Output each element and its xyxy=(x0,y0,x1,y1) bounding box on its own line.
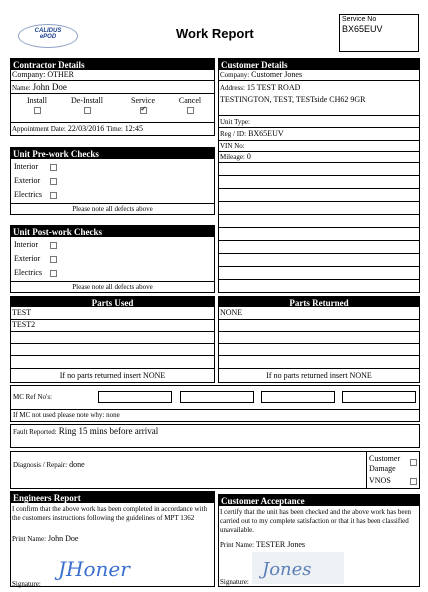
logo-line1: CALIDUS xyxy=(34,28,62,34)
check-label: Interior xyxy=(14,240,38,249)
vnos-label: VNOS xyxy=(369,476,391,485)
postwork-exterior-checkbox[interactable] xyxy=(50,256,57,263)
postwork-note: Please note all defects above xyxy=(72,283,153,291)
customer-damage-flag[interactable] xyxy=(369,454,419,474)
vnos-flag[interactable] xyxy=(369,476,419,485)
customer-company-label: Company: xyxy=(220,71,250,79)
work-type-label: De-Install xyxy=(71,96,103,105)
install-checkbox[interactable] xyxy=(34,107,41,114)
check-label: Exterior xyxy=(14,176,41,185)
parts-returned-heading: Parts Returned xyxy=(219,297,419,307)
divider xyxy=(218,127,420,128)
check-label: Electrics xyxy=(14,268,42,277)
service-number-box xyxy=(339,14,419,52)
work-type-install[interactable] xyxy=(22,96,52,114)
postwork-electrics[interactable] xyxy=(14,268,57,277)
appointment-time-value: 12:45 xyxy=(124,124,144,133)
contractor-details-heading: Contractor Details xyxy=(11,59,214,70)
work-type-label: Cancel xyxy=(178,96,202,105)
work-type-service[interactable] xyxy=(126,96,160,114)
customer-address-label: Address: xyxy=(220,84,245,92)
customer-address-line2: TESTINGTON, TEST, TESTside CH62 9GR xyxy=(220,95,366,104)
vin-label: VIN No: xyxy=(220,142,245,150)
blank-line xyxy=(218,188,420,189)
prework-interior[interactable] xyxy=(14,162,57,171)
divider xyxy=(10,409,420,410)
engineer-signature[interactable]: JHoner xyxy=(58,557,130,581)
mc-ref-field-1[interactable] xyxy=(98,391,172,403)
postwork-interior-checkbox[interactable] xyxy=(50,242,57,249)
appointment-date-label: Appointment Date: xyxy=(12,125,66,133)
work-type-deinstall[interactable] xyxy=(66,96,108,114)
unit-type-label: Unit Type: xyxy=(220,118,250,126)
divider xyxy=(10,203,215,204)
blank-line xyxy=(218,253,420,254)
divider xyxy=(10,281,215,282)
parts-returned-note: If no parts returned insert NONE xyxy=(266,371,372,380)
mc-ref-field-4[interactable] xyxy=(342,391,416,403)
divider xyxy=(10,331,215,332)
calidus-logo xyxy=(18,24,78,48)
fault-reported-label: Fault Reported: xyxy=(13,428,57,436)
mc-ref-field-2[interactable] xyxy=(180,391,254,403)
prework-note: Please note all defects above xyxy=(72,205,153,213)
blank-line xyxy=(218,266,420,267)
parts-used-section xyxy=(10,296,215,383)
divider xyxy=(10,319,215,320)
divider xyxy=(218,355,420,356)
customer-signature[interactable]: Jones xyxy=(262,559,312,580)
customer-mileage xyxy=(220,152,251,161)
customer-reg xyxy=(220,129,284,138)
divider xyxy=(218,331,420,332)
prework-checks-heading: Unit Pre-work Checks xyxy=(11,148,214,159)
prework-electrics[interactable] xyxy=(14,190,57,199)
diagnosis-label: Diagnosis / Repair: xyxy=(13,461,68,469)
vnos-checkbox[interactable] xyxy=(410,478,417,485)
customer-damage-checkbox[interactable] xyxy=(410,459,417,466)
customer-print-label: Print Name: xyxy=(220,541,255,549)
customer-print-name xyxy=(220,540,305,549)
service-checkbox[interactable] xyxy=(140,107,147,114)
parts-used-heading: Parts Used xyxy=(11,297,214,307)
contractor-company-label: Company: xyxy=(12,70,46,79)
customer-damage-label: Customer Damage xyxy=(369,454,401,473)
customer-company xyxy=(220,70,302,79)
work-type-label: Service xyxy=(131,96,155,105)
parts-used-row: TEST2 xyxy=(12,320,36,329)
engineer-signature-label: Signature: xyxy=(12,580,41,588)
blank-line xyxy=(218,175,420,176)
divider xyxy=(10,93,215,94)
service-number-label: Service No xyxy=(342,16,377,23)
divider xyxy=(218,343,420,344)
engineer-print-name xyxy=(12,534,78,543)
blank-line xyxy=(218,227,420,228)
divider xyxy=(366,451,367,489)
customer-acceptance-text: I certify that the unit has been checked and the above work has been carried out to my complete satisfaction or that it has been classified unavailable. xyxy=(220,508,412,534)
contractor-company xyxy=(12,70,74,79)
divider xyxy=(10,122,215,123)
contractor-name-value: John Doe xyxy=(32,82,67,92)
parts-returned-row: NONE xyxy=(220,308,243,317)
blank-line xyxy=(218,201,420,202)
divider xyxy=(218,319,420,320)
divider xyxy=(218,80,420,81)
mc-why-value: none xyxy=(106,411,120,419)
divider xyxy=(218,162,420,163)
appointment-date-value: 22/03/2016 xyxy=(67,124,105,133)
prework-exterior[interactable] xyxy=(14,176,57,185)
parts-returned-section xyxy=(218,296,420,383)
engineer-print-value: John Doe xyxy=(48,534,79,543)
blank-line xyxy=(218,240,420,241)
page-title: Work Report xyxy=(176,26,254,41)
contractor-name-label: Name: xyxy=(12,84,31,92)
fault-reported-value: Ring 15 mins before arrival xyxy=(58,426,159,436)
cancel-checkbox[interactable] xyxy=(187,107,194,114)
customer-signature-label: Signature: xyxy=(220,578,249,586)
divider xyxy=(10,368,215,369)
divider xyxy=(218,140,420,141)
diagnosis-value: done xyxy=(69,460,85,469)
blank-line xyxy=(218,279,420,280)
divider xyxy=(10,80,215,81)
customer-address-line1: 15 TEST ROAD xyxy=(246,83,301,92)
prework-interior-checkbox[interactable] xyxy=(50,164,57,171)
check-label: Interior xyxy=(14,162,38,171)
divider xyxy=(218,115,420,116)
postwork-electrics-checkbox[interactable] xyxy=(50,270,57,277)
engineers-report-heading: Engineers Report xyxy=(11,492,214,503)
mc-why xyxy=(13,411,120,419)
check-label: Electrics xyxy=(14,190,42,199)
contractor-name xyxy=(12,82,67,92)
divider xyxy=(218,368,420,369)
mc-ref-field-3[interactable] xyxy=(261,391,335,403)
mileage-value: 0 xyxy=(246,152,251,161)
mc-ref-label: MC Ref No's: xyxy=(13,393,52,401)
engineer-print-label: Print Name: xyxy=(12,535,47,543)
divider xyxy=(10,355,215,356)
work-type-cancel[interactable] xyxy=(175,96,205,114)
diagnosis-section xyxy=(10,451,420,489)
customer-reg-label: Reg / ID: xyxy=(220,130,247,138)
contractor-company-value: OTHER xyxy=(47,70,75,79)
postwork-checks-heading: Unit Post-work Checks xyxy=(11,226,214,237)
appointment-row xyxy=(12,124,143,133)
postwork-exterior[interactable] xyxy=(14,254,57,263)
blank-line xyxy=(218,214,420,215)
engineers-report-text: I confirm that the above work has been completed in accordance with the customers instructions following the guidelines of MPT 1362 xyxy=(12,505,207,522)
postwork-interior[interactable] xyxy=(14,240,57,249)
appointment-time-label: Time: xyxy=(106,125,123,133)
mileage-label: Mileage: xyxy=(220,153,245,161)
mc-why-label: If MC not used please note why: xyxy=(13,411,105,419)
check-label: Exterior xyxy=(14,254,41,263)
customer-details-heading: Customer Details xyxy=(219,59,419,70)
customer-acceptance-heading: Customer Acceptance xyxy=(219,495,419,506)
fault-reported xyxy=(13,426,158,436)
service-number-value: BX65EUV xyxy=(342,24,383,34)
customer-print-value: TESTER Jones xyxy=(255,540,305,549)
diagnosis xyxy=(13,460,85,469)
work-type-label: Install xyxy=(27,96,47,105)
parts-used-note: If no parts returned insert NONE xyxy=(59,371,166,380)
parts-used-row: TEST xyxy=(12,308,32,317)
customer-reg-value: BX65EUV xyxy=(248,129,284,138)
deinstall-checkbox[interactable] xyxy=(84,107,91,114)
divider xyxy=(10,343,215,344)
prework-exterior-checkbox[interactable] xyxy=(50,178,57,185)
logo-line2: ePOD xyxy=(39,34,57,40)
customer-company-value: Customer Jones xyxy=(251,70,303,79)
customer-address xyxy=(220,82,366,105)
prework-electrics-checkbox[interactable] xyxy=(50,192,57,199)
